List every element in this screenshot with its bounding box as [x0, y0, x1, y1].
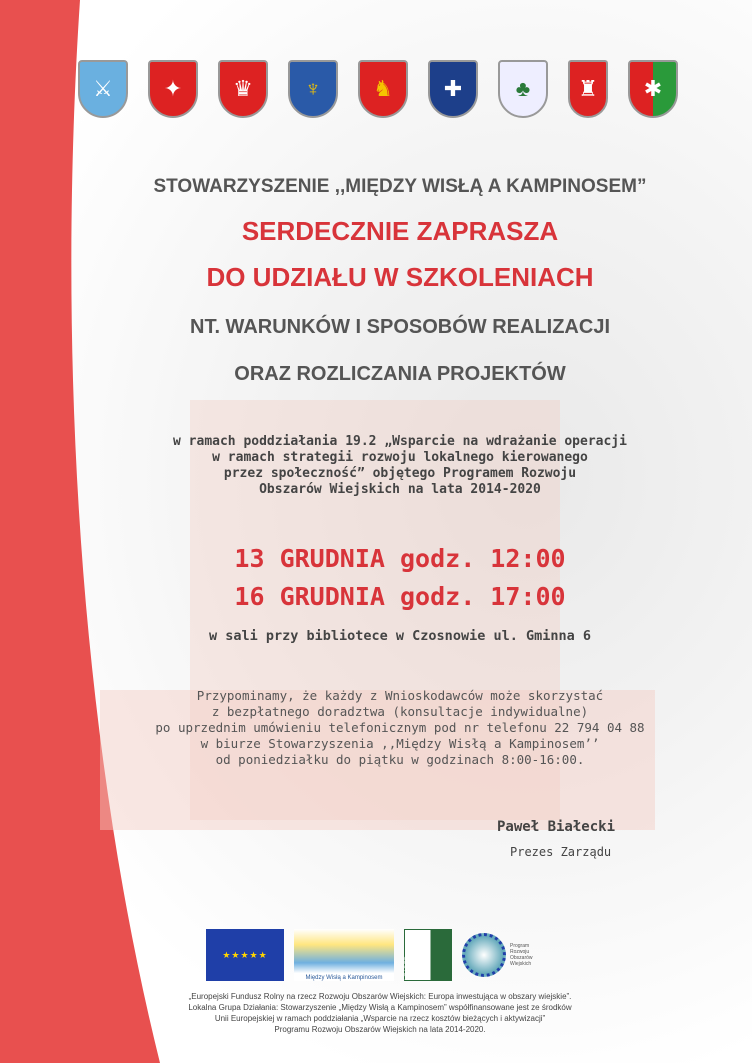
signature-role: Prezes Zarządu: [510, 845, 612, 859]
date-1: 13 GRUDNIA godz. 12:00: [234, 544, 566, 573]
topic-line-2: ORAZ ROZLICZANIA PROJEKTÓW: [234, 363, 566, 385]
reminder-line: z bezpłatnego doradztwa (konsultacje indywidualne): [211, 704, 589, 719]
topic-line-1: NT. WARUNKÓW I SPOSOBÓW REALIZACJI: [190, 316, 610, 338]
program-line: przez społeczność” objętego Programem Rozwoju: [223, 466, 577, 481]
coat-of-arms-icon: ♣: [498, 60, 548, 118]
program-line: w ramach poddziałania 19.2 „Wsparcie na wdrażanie operacji: [173, 434, 627, 449]
coat-of-arms-icon: ♛: [218, 60, 268, 118]
footer-line: Lokalna Grupa Działania: Stowarzyszenie „Między Wisłą a Kampinosem” współfinansowane jest ze środków: [188, 1003, 572, 1012]
coat-of-arms-icon: ✚: [428, 60, 478, 118]
sponsor-logos: [206, 929, 542, 981]
leader-logo: LEADER: [404, 929, 452, 981]
invite-heading-1: SERDECZNIE ZAPRASZA: [241, 216, 559, 246]
date-2: 16 GRUDNIA godz. 17:00: [234, 582, 566, 611]
venue: w sali przy bibliotece w Czosnowie ul. Gminna 6: [208, 628, 591, 644]
program-description: [24, 434, 752, 498]
lgd-logo: Między Wisłą a Kampinosem: [294, 929, 394, 981]
coat-of-arms-icon: ⚔: [78, 60, 128, 118]
footer-line: „Europejski Fundusz Rolny na rzecz Rozwoju Obszarów Wiejskich: Europa inwestująca w obszary wiejskie”.: [188, 992, 572, 1001]
coat-of-arms-icon: ♆: [288, 60, 338, 118]
coats-of-arms: [78, 60, 678, 118]
invite-heading-2: DO UDZIAŁU W SZKOLENIACH: [206, 262, 594, 292]
coat-of-arms-icon: ✱: [628, 60, 678, 118]
coat-of-arms-icon: ♞: [358, 60, 408, 118]
footer-line: Programu Rozwoju Obszarów Wiejskich na lata 2014-2020.: [274, 1025, 486, 1034]
reminder-text: [24, 688, 752, 768]
coat-of-arms-icon: ♜: [568, 60, 608, 118]
reminder-line: Przypominamy, że każdy z Wnioskodawców może skorzystać: [196, 688, 604, 703]
footer-line: Unii Europejskiej w ramach poddziałania „Wsparcie na rzecz kosztów bieżących i aktywizacji”: [214, 1014, 546, 1023]
reminder-line: po uprzednim umówieniu telefonicznym pod nr telefonu 22 794 04 88: [155, 720, 645, 735]
footer-funding-note: [130, 991, 630, 1035]
prow-logo-text: Program Rozwoju Obszarów Wiejskich: [510, 943, 533, 967]
reminder-line: w biurze Stowarzyszenia ,,Między Wisłą a Kampinosem’’: [200, 736, 600, 751]
program-line: Obszarów Wiejskich na lata 2014-2020: [259, 482, 541, 497]
eu-flag-icon: ★★★★★: [206, 929, 284, 981]
prow-logo: [462, 929, 542, 981]
reminder-line: od poniedziałku do piątku w godzinach 8:00-16:00.: [215, 752, 585, 767]
signature-name: Paweł Białecki: [497, 819, 616, 835]
organization-name: STOWARZYSZENIE ,,MIĘDZY WISŁĄ A KAMPINOSEM”: [153, 176, 647, 197]
coat-of-arms-icon: ✦: [148, 60, 198, 118]
program-line: w ramach strategii rozwoju lokalnego kierowanego: [212, 450, 588, 465]
